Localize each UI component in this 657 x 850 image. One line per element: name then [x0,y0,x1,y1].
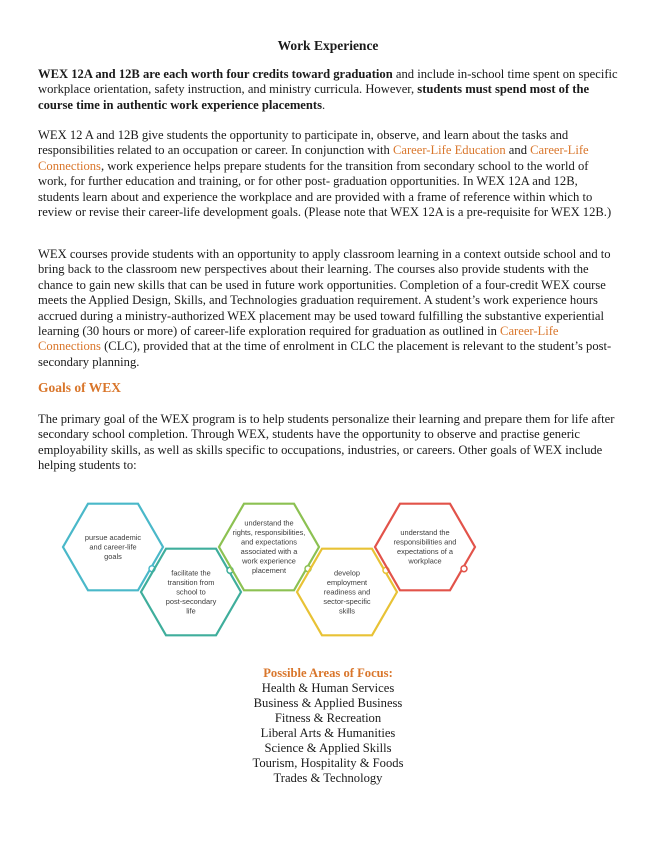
goal-text-line: develop [334,568,360,578]
focus-item: Liberal Arts & Humanities [260,726,396,740]
page-title: Work Experience [277,38,379,53]
intro-paragraph [38,67,618,113]
goals-paragraph: The primary goal of the WEX program is to help students personalize their learning and prepare them for life after secondary school completion. Through WEX, students have the opportunity to observe and practise generic employability skills, as well as skills specific to occupations, industries, or careers. Other goals of WEX include helping students to: [38,412,615,473]
goal-text-line: readiness and [323,587,371,597]
focus-item: Fitness & Recreation [274,711,382,725]
courses-text-1: WEX courses provide students with an opportunity to apply classroom learning in a context outside school and to bring back to the classroom new perspectives about their learning. The courses also provide students with the chance to gain new skills that can be used in future work opportunities. Completion of a four-credit WEX course meets the Applied Design, Skills, and Technologies graduation requirement. A student’s work experience hours accrued during a ministry-authorized WEX placement may be used toward fulfilling the substantive experiential learning (30 hours or more) of career-life exploration required for graduation as outlined in [38,247,611,339]
goal-text-line: transition from [167,577,215,587]
goal-text-line: post-secondary [165,596,217,606]
overview-text-3: , work experience helps prepare students for the transition from secondary school to the world of work, for further education and training, or for other post- graduation opportunities. In WEX 12A and 12B, students learn about and experience the workplace and are provided with a frame of reference within which to review or revise their career-life development goals. (Please note that WEX 12A is a pre-requisite for WEX 12B.) [38,158,612,220]
goal-text-line: employment [326,577,368,587]
goal-text-line: understand the [244,518,294,528]
focus-heading: Possible Areas of Focus: [263,666,393,680]
career-life-education-link[interactable]: Career-Life Education [392,143,506,158]
career-life-connections-link[interactable]: Career-Life Connections [38,143,589,173]
goal-text-line: expectations of a [397,547,453,556]
overview-text-2: and [505,143,531,158]
goal-text-line: skills [338,606,356,616]
goal-text-line: life [186,606,196,616]
focus-item: Trades & Technology [273,771,383,785]
goal-text-line: work experience [242,556,296,566]
focus-areas [38,666,618,786]
career-life-connections-link-2[interactable]: Career-Life Connections [38,324,559,354]
focus-item: Science & Applied Skills [264,741,392,755]
goal-text-line: pursue academic [84,532,142,542]
overview-paragraph [38,128,618,220]
focus-item: Business & Applied Business [253,696,403,710]
goals-heading: Goals of WEX [38,380,122,395]
goals-hexagon-diagram [58,492,518,652]
placement-bold-text: students must spend most of the course time in authentic work experience placements [38,82,590,112]
intro-text: and include in-school time spent on specific workplace orientation, safety instruction, and ministry curricula. However, [38,67,618,97]
connector-dot [461,566,467,572]
goal-text-line: goals [104,551,122,561]
goal-text-line: responsibilities and [393,537,457,547]
goal-text-line: rights, responsibilities, [232,528,306,537]
goal-text-line: placement [251,566,287,575]
goal-text-line: associated with a [240,547,298,556]
focus-item: Tourism, Hospitality & Foods [252,756,404,770]
goal-text-line: sector-specific [323,596,371,606]
goal-text-line: and career-life [89,542,137,552]
courses-paragraph [38,247,618,370]
credits-bold-text: WEX 12A and 12B are each worth four credits toward graduation [38,67,393,81]
goal-text-line: understand the [400,528,450,537]
goal-text-line: school to [176,587,206,597]
goal-text-line: workplace [408,556,442,566]
goal-text-line: facilitate the [171,568,211,578]
intro-end: . [322,97,326,112]
courses-text-2: (CLC), provided that at the time of enrolment in CLC the placement is relevant to the student’s post-secondary planning. [38,339,612,369]
goal-text-line: and expectations [241,537,297,547]
overview-text-1: WEX 12 A and 12B give students the opportunity to participate in, observe, and learn about the tasks and responsibilities related to an occupation or career. In conjunction with [38,128,569,158]
focus-item: Health & Human Services [261,681,395,695]
